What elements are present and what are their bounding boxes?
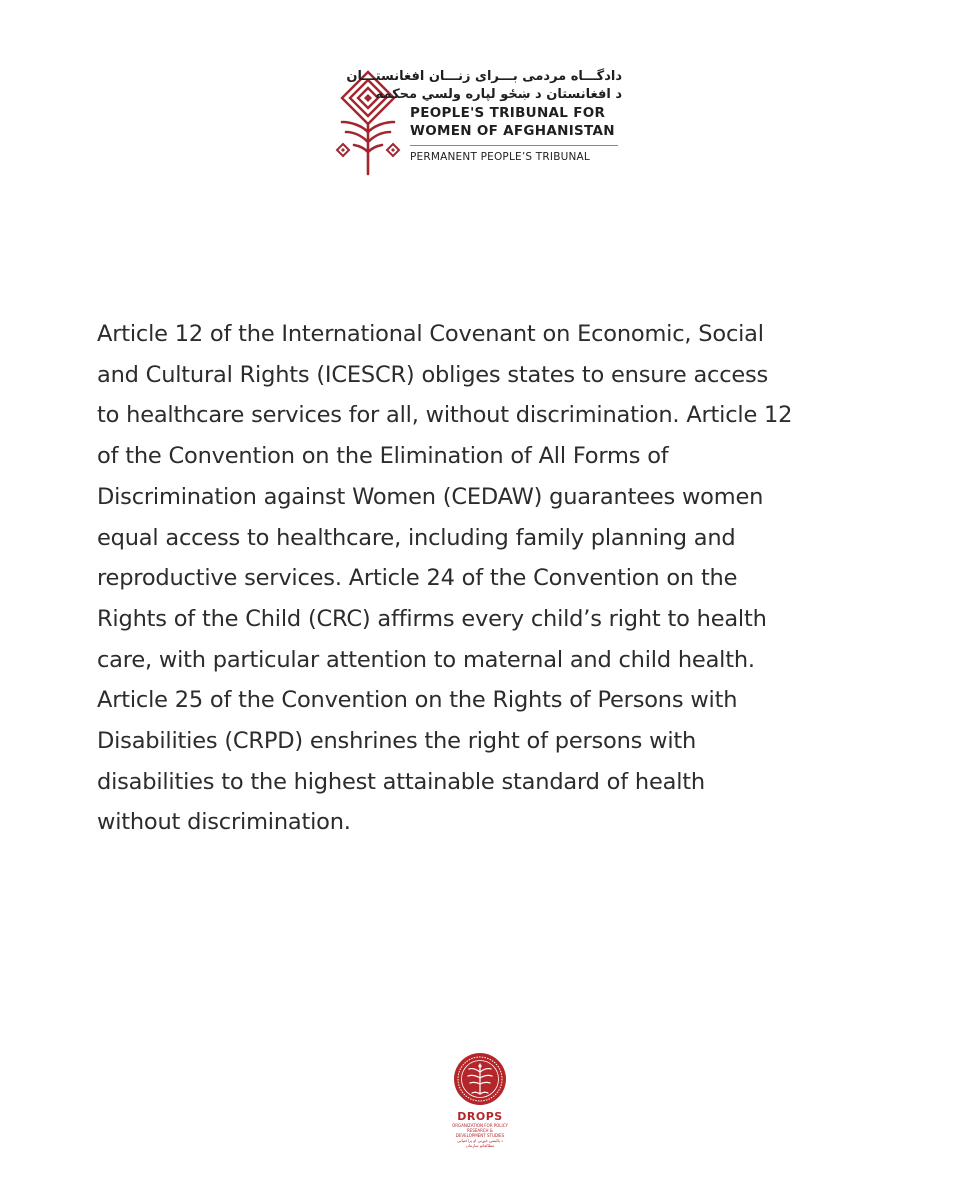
logo-subtitle: PERMANENT PEOPLE’S TRIBUNAL [410,151,590,163]
article-line: Discrimination against Women (CEDAW) guarantees women [97,483,764,510]
article-line: care, with particular attention to maternal and child health. [97,646,755,673]
logo-title-pashto: د افغانستان د ښځو لپاره ولسي محکمه [375,87,622,102]
tribunal-logo [334,68,634,178]
drops-tagline: ORGANIZATION FOR POLICY RESEARCH & DEVELOPMENT STUDIES [452,1123,508,1138]
article-text [97,314,877,843]
logo-title-english-line2: WOMEN OF AFGHANISTAN [410,123,615,139]
drops-tagline-local: د پالیسۍ څیړنې او پراختیایي مطالعاتو سازمان [457,1138,503,1148]
article-line: of the Convention on the Elimination of All Forms of [97,443,669,470]
tribunal-logo-text [346,68,622,164]
article-line: equal access to healthcare, including family planning and [97,524,736,551]
logo-title-english-line1: PEOPLE'S TRIBUNAL FOR [410,105,606,121]
drops-logo [452,1052,508,1156]
article-line: disabilities to the highest attainable standard of health [97,768,705,795]
article-line: Disabilities (CRPD) enshrines the right of persons with [97,728,697,755]
drops-seal-icon [453,1052,507,1106]
article-line: without discrimination. [97,809,351,836]
logo-title-dari: دادگـــاه مردمی بـــرای زنـــان افغانستـــان [346,69,622,84]
article-line: Article 25 of the Convention on the Rights of Persons with [97,687,738,714]
article-line: to healthcare services for all, without discrimination. Article 12 [97,402,793,429]
article-line: reproductive services. Article 24 of the Convention on the [97,565,738,592]
logo-divider [410,145,618,146]
drops-name: DROPS [457,1110,503,1123]
article-line: Article 12 of the International Covenant on Economic, Social [97,321,764,347]
article-line: Rights of the Child (CRC) affirms every child’s right to health [97,605,767,632]
article-line: and Cultural Rights (ICESCR) obliges states to ensure access [97,361,769,388]
